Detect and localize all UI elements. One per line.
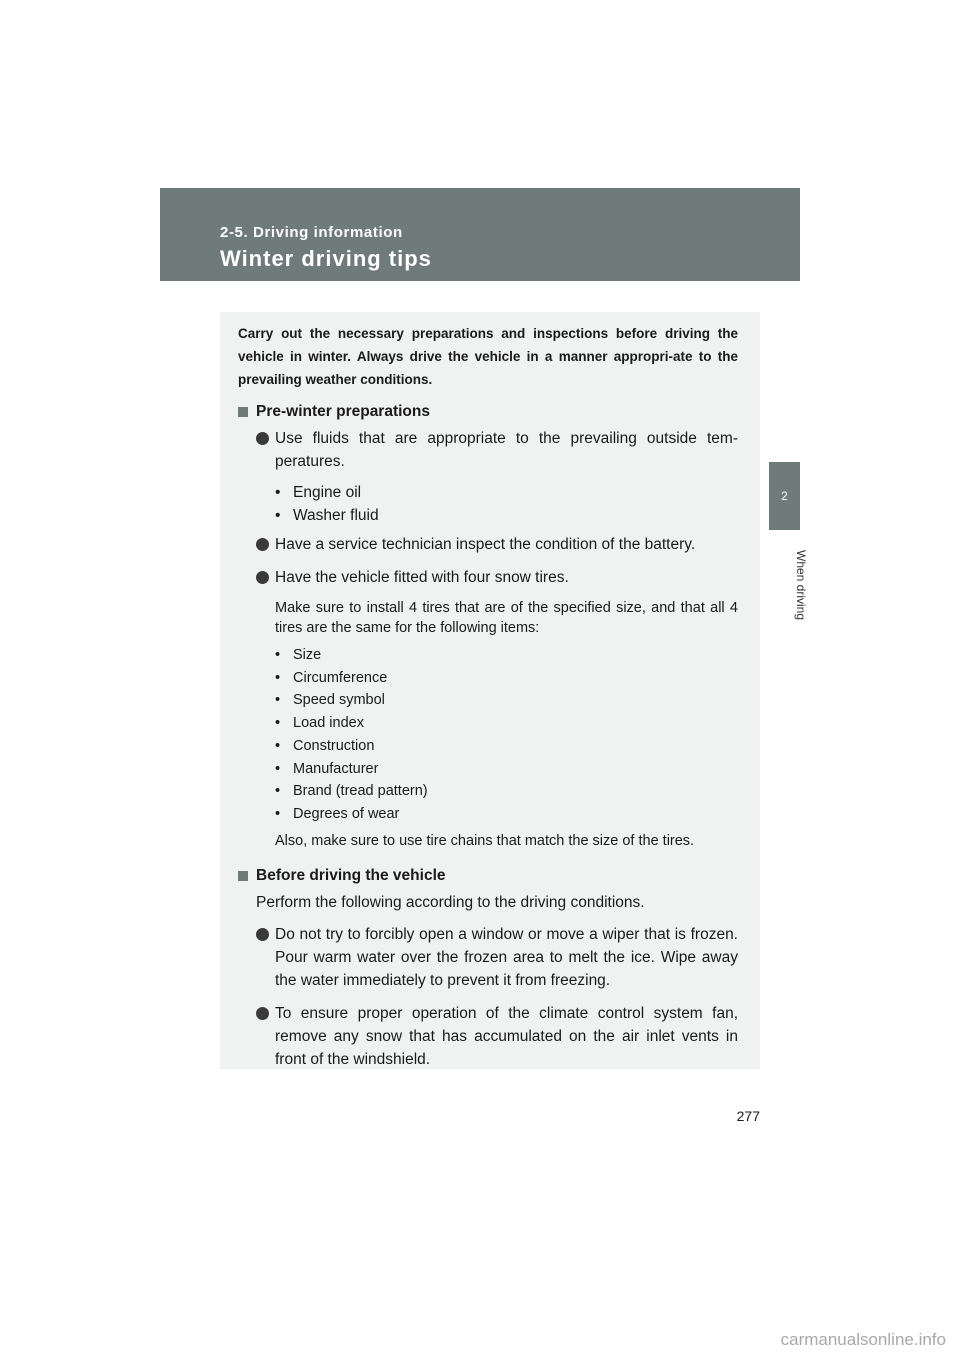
chapter-tab: 2 — [769, 462, 800, 530]
circle-bullet-icon — [256, 928, 269, 941]
square-bullet-icon — [238, 871, 248, 881]
bullet-text: Use fluids that are appropriate to the prevailing outside tem-peratures. — [275, 430, 738, 470]
bullet-item — [238, 923, 738, 992]
chapter-label — [760, 540, 808, 630]
tire-items-list — [275, 644, 738, 826]
bullet-item — [238, 566, 738, 589]
circle-bullet-icon — [256, 538, 269, 551]
page-title: Winter driving tips — [220, 246, 432, 271]
intro-text: Carry out the necessary preparations and inspections before driving the vehicle in winter. Always drive the vehicle in a manner appropri-ate to the prevailing weather conditions. — [238, 326, 738, 387]
chain-note: Also, make sure to use tire chains that match the size of the tires. — [275, 832, 695, 849]
circle-bullet-icon — [256, 571, 269, 584]
list-item: • Size — [275, 644, 738, 667]
list-item: • Washer fluid — [275, 504, 738, 527]
bullet-item — [238, 1002, 738, 1071]
chapter-label-text: When driving — [794, 549, 808, 621]
page-header — [160, 188, 800, 281]
before-driving-heading — [238, 865, 738, 887]
list-item: • Degrees of wear — [275, 803, 738, 826]
bullet-item — [238, 533, 738, 556]
list-item: • Brand (tread pattern) — [275, 780, 738, 803]
tire-note: Make sure to install 4 tires that are of the specified size, and that all 4 tires are the same for the following items: — [275, 600, 738, 636]
square-bullet-icon — [238, 407, 248, 417]
page-number: 277 — [736, 1108, 760, 1124]
bullet-text: To ensure proper operation of the climate control system fan, remove any snow that has accumulated on the air inlet vents in front of the windshield. — [275, 1005, 738, 1069]
circle-bullet-icon — [256, 1007, 269, 1020]
list-item: • Manufacturer — [275, 758, 738, 781]
before-driving-heading-text: Before driving the vehicle — [256, 867, 446, 885]
list-item: • Speed symbol — [275, 689, 738, 712]
bullet-text: Have a service technician inspect the condition of the battery. — [275, 536, 696, 553]
list-item: • Load index — [275, 712, 738, 735]
bullet-text: Do not try to forcibly open a window or move a wiper that is frozen. Pour warm water over the frozen area to melt the ice. Wipe away the water immediately to prevent it from freezing. — [275, 926, 738, 990]
fluids-list — [275, 481, 738, 527]
pre-winter-heading-text: Pre-winter preparations — [256, 403, 430, 420]
list-item: • Engine oil — [275, 481, 738, 504]
pre-winter-heading — [238, 401, 738, 423]
content-box — [220, 312, 760, 1069]
before-driving-lead: Perform the following according to the driving conditions. — [256, 894, 645, 912]
circle-bullet-icon — [256, 432, 269, 445]
bullet-item — [238, 427, 738, 473]
watermark: carmanualsonline.info — [780, 1330, 946, 1349]
section-label: 2-5. Driving information — [220, 224, 403, 241]
list-item: • Circumference — [275, 667, 738, 690]
bullet-text: Have the vehicle fitted with four snow tires. — [275, 569, 569, 586]
list-item: • Construction — [275, 735, 738, 758]
